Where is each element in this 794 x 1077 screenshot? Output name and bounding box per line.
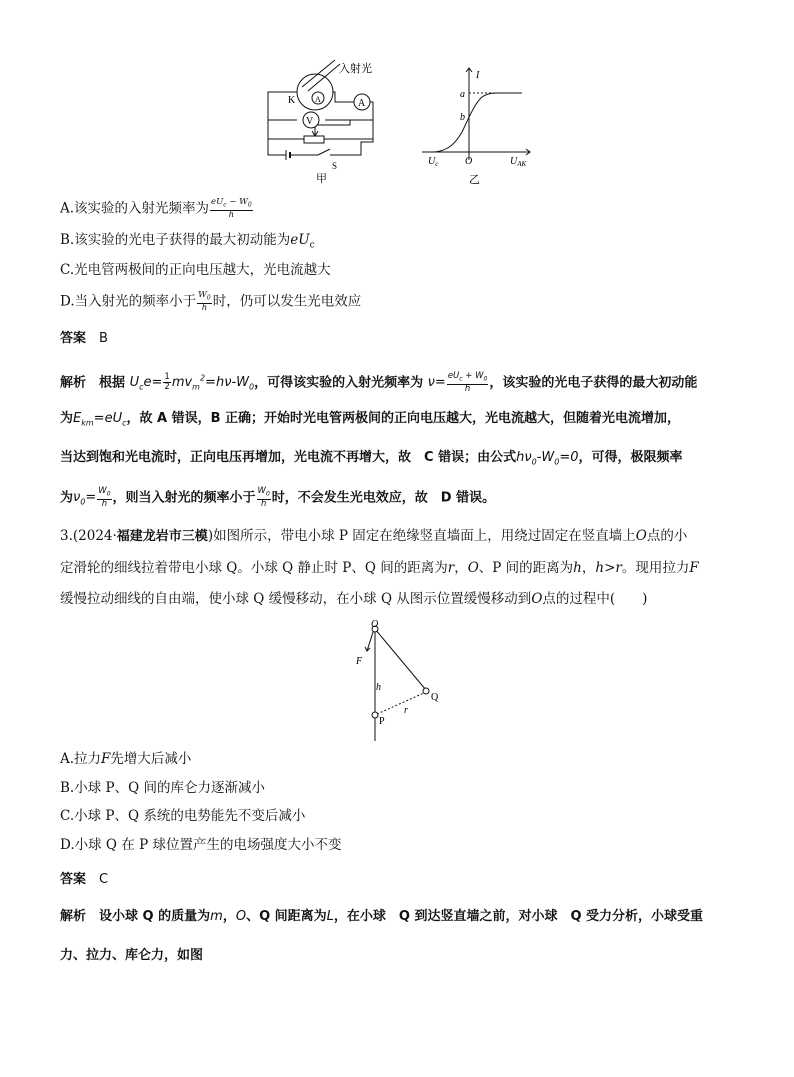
ball-p <box>372 712 378 718</box>
incident-light-label: 入射光 <box>339 62 372 75</box>
ammeter-label: A <box>358 98 366 109</box>
ball-q <box>423 688 429 694</box>
string-oq <box>375 629 426 690</box>
label-f: F <box>356 656 363 667</box>
x-axis-label: $U_{AK}$ <box>510 156 527 168</box>
q3-option-a: A.拉力F先增大后减小 <box>60 751 192 767</box>
q3-option-b: B.小球 P、Q 间的库仑力逐渐减小 <box>60 780 265 796</box>
q2-analysis-line-1: 解析 根据 $U_ce=$ $\frac{1}{2}$ $mv_m^2=h\nu-W_0$，可得该实验的入射光频率为 ν= $\frac{eU_c + W_0}{h}$ ，该实验的光电子获得的最大初动能 <box>60 370 698 394</box>
circuit-figure <box>260 55 400 185</box>
figure-jia-caption: 甲 <box>316 172 327 185</box>
label-p: P <box>379 716 385 727</box>
q2-option-d: D.当入射光的频率小于 $\frac{W_0}{h}$ 时，仍可以发生光电效应 <box>60 290 362 313</box>
q3-option-c: C.小球 P、Q 系统的电势能先不变后减小 <box>60 808 306 824</box>
q2-answer: 答案 B <box>60 331 108 346</box>
origin-label: O <box>465 156 473 167</box>
q2-option-b: B.该实验的光电子获得的最大初动能为$eU_c$ <box>60 232 315 251</box>
photocell-tube <box>297 74 333 110</box>
distance-pq <box>377 693 424 714</box>
uc-label: $U_c$ <box>428 156 439 168</box>
voltmeter-label: V <box>306 116 314 127</box>
pulley-figure <box>340 618 460 743</box>
anode-label: A <box>315 95 321 104</box>
label-h: h <box>376 682 381 693</box>
switch-label: S <box>332 161 338 171</box>
q2-analysis-line-2: 为$E_{km}=eU_c$，故 A 错误，B 正确；开始时光电管两极间的正向电压越大，光电流越大，但随着光电流增加， <box>60 411 681 428</box>
iu-curve-figure <box>418 62 538 187</box>
point-a-label: a <box>460 89 465 100</box>
photocurrent-curve <box>434 93 522 152</box>
q2-option-a: A.该实验的入射光频率为 $\frac{eU_c - W_0}{h}$ <box>60 197 252 220</box>
q3-answer: 答案 C <box>60 872 109 887</box>
figure-yi-caption: 乙 <box>469 173 480 186</box>
rheostat <box>304 136 324 143</box>
q3-analysis-line-1: 解析 设小球 Q 的质量为m，O、Q 间距离为L，在小球 Q 到达竖直墙之前，对小球 Q 受力分析，小球受重 <box>60 909 704 924</box>
q3-analysis-line-2: 力、拉力、库仑力，如图 <box>60 948 204 963</box>
q2-analysis-line-3: 当达到饱和光电流时，正向电压再增加，光电流不再增大，故 C 错误；由公式$h\nu_0-W_0=0$，可得，极限频率 <box>60 450 683 467</box>
label-q: Q <box>431 692 439 703</box>
q3-stem-line-2: 定滑轮的细线拉着带电小球 Q。小球 Q 静止时 P、Q 间的距离为r，O、P 间的距离为h，h>r。现用拉力F <box>60 560 699 576</box>
q3-stem-line-3: 缓慢拉动细线的自由端，使小球 Q 缓慢移动，在小球 Q 从图示位置缓慢移动到O点的过程中( ) <box>60 591 648 607</box>
y-axis-label: I <box>476 70 480 81</box>
cathode-label: K <box>288 95 296 106</box>
q3-stem-line-1: 3.(2024·福建龙岩市三模)如图所示，带电小球 P 固定在绝缘竖直墙面上，用绕过固定在竖直墙上O点的小 <box>60 528 688 544</box>
q2-analysis-line-4: 为$\nu_0=$ $\frac{W_0}{h}$ ，则当入射光的频率小于 $\frac{W_0}{h}$ 时，不会发生光电效应，故 D 错误。 <box>60 486 496 509</box>
label-r: r <box>404 705 408 716</box>
point-b-label: b <box>460 112 465 123</box>
label-o: O <box>371 619 379 630</box>
q3-option-d: D.小球 Q 在 P 球位置产生的电场强度大小不变 <box>60 837 342 853</box>
q2-option-c: C.光电管两极间的正向电压越大，光电流越大 <box>60 262 331 278</box>
